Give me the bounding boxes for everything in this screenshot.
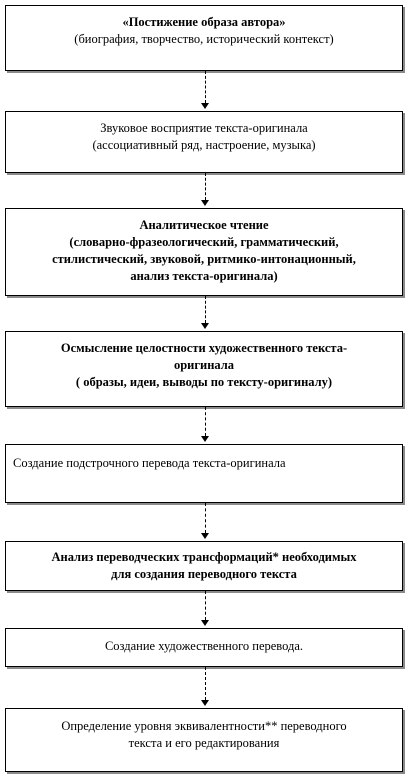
arrowhead-2 — [201, 200, 209, 206]
arrowhead-1 — [201, 103, 209, 109]
step-3-title: Аналитическое чтение — [139, 218, 269, 232]
step-6-box — [5, 541, 403, 591]
step-8-box — [5, 708, 403, 772]
connector-7 — [205, 667, 206, 700]
step-3-box — [5, 208, 403, 296]
arrowhead-6 — [201, 620, 209, 626]
step-5-box — [5, 444, 403, 503]
step-7-box — [5, 628, 403, 667]
arrowhead-3 — [201, 323, 209, 329]
arrowhead-7 — [201, 700, 209, 706]
connector-4 — [205, 407, 206, 436]
step-1-title: «Постижение образа автора» — [122, 15, 286, 29]
connector-6 — [205, 591, 206, 620]
step-2-box — [5, 111, 403, 173]
step-4-title-cont: оригинала — [173, 358, 235, 372]
step-8-title: Определение уровня эквивалентности** переводного — [61, 719, 347, 733]
arrowhead-4 — [201, 436, 209, 442]
step-3-details-3: анализ текста-оригинала) — [130, 269, 278, 283]
step-4-details: ( образы, идеи, выводы по тексту-оригиналу) — [75, 375, 333, 389]
step-1-details: (биография, творчество, исторический контекст) — [74, 32, 334, 46]
connector-3 — [205, 296, 206, 323]
step-3-details-2: стилистический, звуковой, ритмико-интонационный, — [52, 252, 356, 266]
connector-2 — [205, 173, 206, 200]
connector-1 — [205, 71, 206, 103]
step-3-details-1: (словарно-фразеологический, грамматический, — [69, 235, 339, 249]
step-6-title-cont: для создания переводного текста — [111, 567, 297, 581]
step-4-title: Осмысление целостности художественного текста- — [60, 341, 348, 355]
step-4-box — [5, 331, 403, 407]
connector-5 — [205, 503, 206, 533]
step-6-title: Анализ переводческих трансформаций* необходимых — [51, 550, 357, 564]
step-2-title: Звуковое восприятие текста-оригинала — [100, 121, 308, 135]
arrowhead-5 — [201, 533, 209, 539]
step-2-details: (ассоциативный ряд, настроение, музыка) — [92, 138, 316, 152]
step-7-title: Создание художественного перевода. — [104, 639, 304, 653]
step-8-title-cont: текста и его редактирования — [128, 736, 280, 750]
step-5-title: Создание подстрочного перевода текста-оригинала — [13, 456, 286, 470]
step-1-box — [5, 5, 403, 71]
